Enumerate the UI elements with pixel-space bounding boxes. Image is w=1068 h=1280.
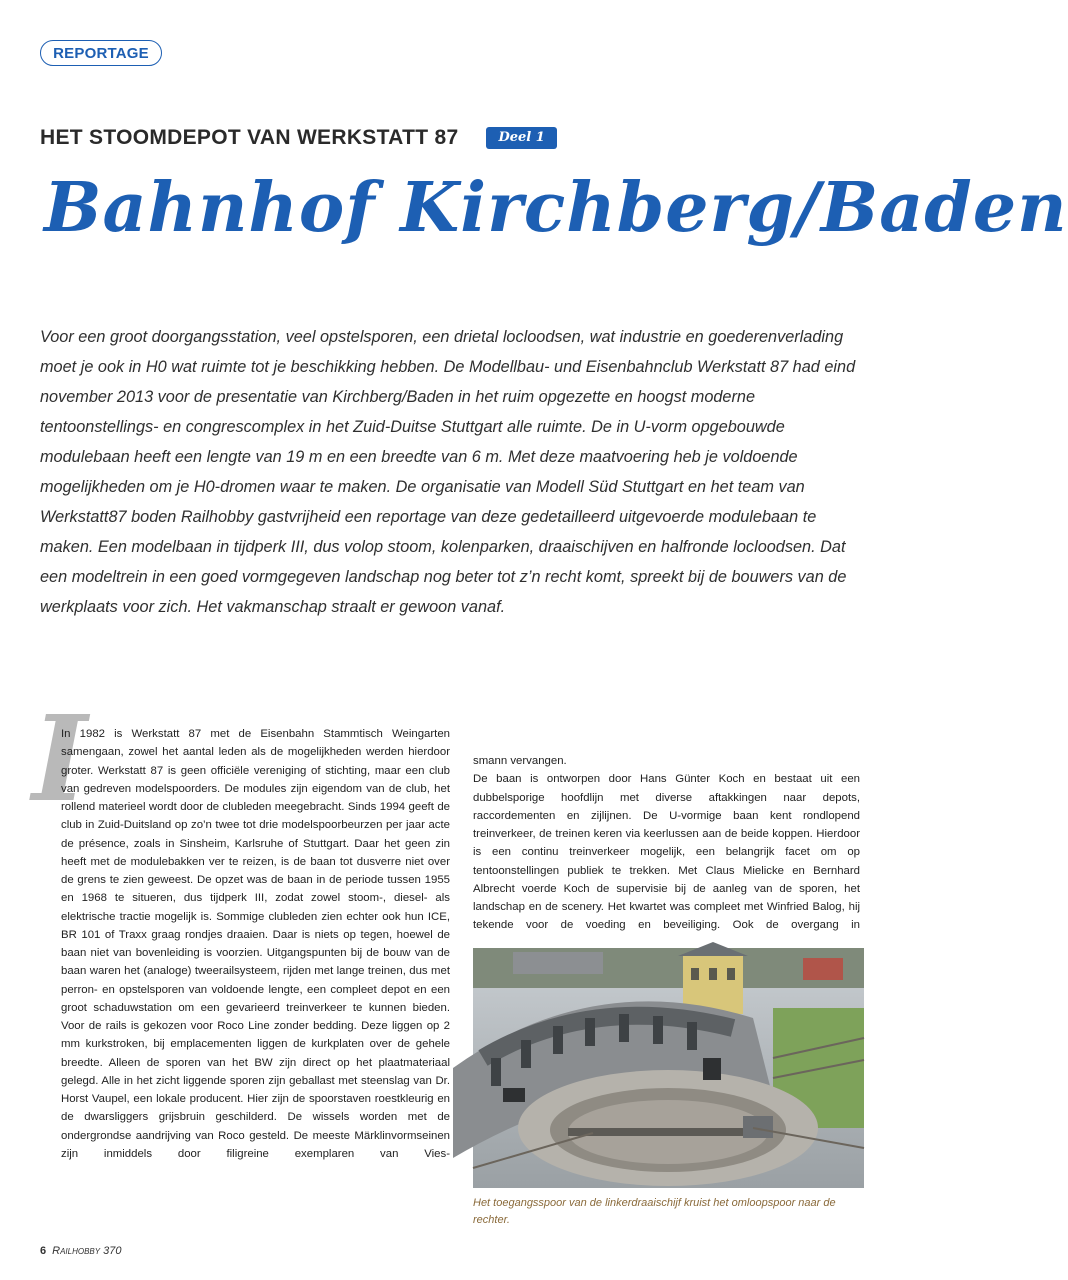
page-footer	[40, 1243, 122, 1259]
series-header	[40, 124, 557, 152]
body-right-paragraph: De baan is ontworpen door Hans Günter Koch en bestaat uit een dubbelsporige hoofdlijn met diverse aftakkingen naar depots, raccordementen en zijlijnen. De U-vormige baan kent rondlopend treinverkeer, de treinen keren via keerlussen aan de beide koppen. Hierdoor is een continu treinverkeer mogelijk, een belangrijk facet om op tentoonstellingen publiek te trekken. Met Claus Mielicke en Bernhard Albrecht voerde Koch de supervisie bij de aanleg van de sporen, het landschap en de scenery. Het kwartet was compleet met Winfried Balog, hij tekende voor de voeding en beveiliging. Ook de overgang in	[473, 773, 860, 932]
part-badge: Deel 1	[486, 127, 556, 149]
lead-paragraph: Voor een groot doorgangsstation, veel opstelsporen, een drietal locloodsen, wat industrie en goederenverlading moet je ook in H0 wat ruimte tot je beschikking hebben. De Modellbau- und Eisenbahnclub Werkstatt 87 had eind november 2013 voor de presentatie van Kirchberg/Baden in het ruim opgezette en hoogst moderne tentoonstellings- en congrescomplex in het Zuid-Duitse Stuttgart alle ruimte. De in U-vorm opgebouwde modulebaan heeft een lengte van 19 m en een breedte van 6 m. Met deze maatvoering heb je voldoende mogelijkheden om je H0-dromen waar te maken. De organisatie van Modell Süd Stuttgart en het team van Werkstatt87 boden Railhobby gastvrijheid een reportage van deze gedetailleerd uitgevoerde modulebaan te maken. Een modelbaan in tijdperk III, dus volop stoom, kolenparken, draaischijven en halfronde locloodsen. Dat een modeltrein in een goed vormgegeven landschap nog beter tot z’n recht komt, spreekt bij de bouwers van de werkplaats voor zich. Het vakmanschap straalt er gewoon vanaf.	[40, 328, 856, 616]
photo-caption: Het toegangsspoor van de linkerdraaischijf kruist het omloopspoor naar de rechter.	[473, 1197, 836, 1226]
photo-turntable-depot	[473, 948, 864, 1188]
turntable-photo-illustration	[473, 948, 864, 1188]
headline: Bahnhof Kirchberg/Baden	[44, 168, 1068, 248]
body-column-right	[473, 752, 860, 935]
body-column-left: In 1982 is Werkstatt 87 met de Eisenbahn Stammtisch Weingarten samengaan, zowel het aantal leden als de mogelijkheden werden hierdoor groter. Werkstatt 87 is geen officiële vereniging of stichting, maar een club van gedreven modelspoorders. De modules zijn eigendom van de club, het rollend materieel wordt door de clubleden meegebracht. Sinds 1994 geeft de club in Zuid-Duitsland op zo’n twee tot drie modelspoorbeurzen per jaar acte de présence, zoals in Sinsheim, Karlsruhe of Stuttgart. Daar het geen zin heeft met de modulebakken ver te reizen, is de baan tot dusverre niet over de grens te zien geweest. De opzet was de baan in de periode tussen 1955 en 1968 te situeren, dus tijdperk III, zodat zowel stoom-, diesel- als elektrische tractie mogelijk is. Sommige clubleden zien echter ook hun ICE, BR 101 of Traxx graag rondjes draaien. Daar is niets op tegen, hoewel de baan niet van bovenleiding is voorzien. Uitgangspunten bij de bouw van de baan waren het (analoge) tweerailsysteem, rijden met lange treinen, dus met perron- en opstelsporen van voldoende lengte, een compleet depot en een groot schaduwstation om een gevarieerd treinverkeer te kunnen bieden. Voor de rails is gekozen voor Roco Line zonder bedding. Deze liggen op 2 mm kurkstroken, bij emplacementen liggen de kurkplaten over de gehele breedte. Alleen de sporen van het BW zijn direct op het plaatmateriaal gelegd. Alle in het zicht liggende sporen zijn geballast met steenslag van Dr. Horst Vaupel, een lokale producent. Hier zijn de spoorstaven roestkleurig en de dwarsliggers grijsbruin geschilderd. De wissels worden met de ondergrondse aandrijving van Roco gesteld. De meeste Märklinvormseinen zijn inmiddels door filigreine exemplaren van Vies-	[61, 728, 450, 1160]
drop-cap: I	[32, 689, 88, 828]
body-right-continuation: smann vervangen.	[473, 755, 567, 767]
page-number: 6	[40, 1245, 47, 1257]
magazine-issue: Railhobby 370	[52, 1245, 122, 1257]
series-title: HET STOOMDEPOT VAN WERKSTATT 87	[40, 126, 459, 149]
section-badge: REPORTAGE	[40, 40, 162, 66]
